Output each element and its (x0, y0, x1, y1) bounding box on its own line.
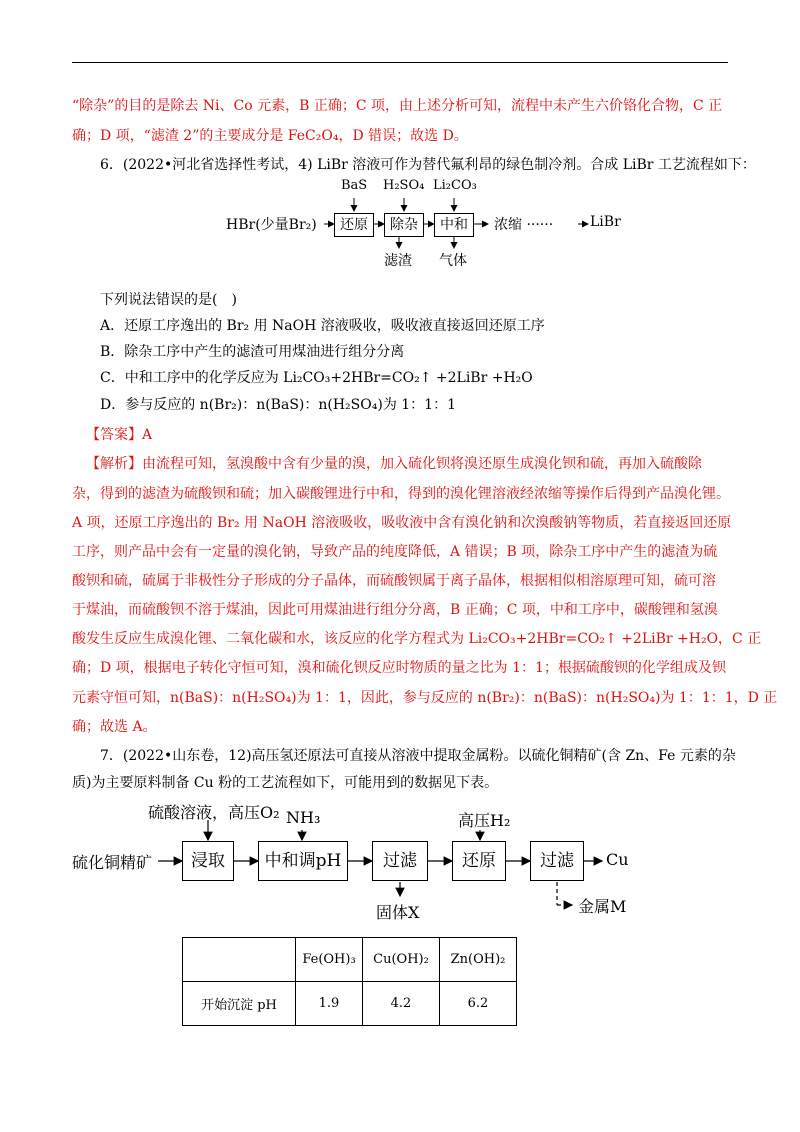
flow1-tail: 浓缩 ······ (494, 217, 554, 233)
flow1-reagent-bas: BaS (341, 178, 368, 193)
flow2-step-filter-1: 过滤 (372, 841, 428, 881)
precipitation-ph-table (182, 937, 517, 1026)
q6-analysis-line-1: 【解析】由流程可知，氢溴酸中含有少量的溴，加入硫化钡将溴还原生成溴化钡和硫，再加入硫酸除 (86, 456, 702, 472)
flow2-step-leach: 浸取 (182, 841, 234, 881)
flow1-step-reduce: 还原 (334, 213, 374, 237)
flow2-reagent-h2: 高压H₂ (458, 811, 511, 830)
flow2-step-neutralize-ph: 中和调pH (258, 841, 348, 881)
flow1-start: HBr(少量Br₂) (226, 217, 317, 233)
flow2-reagent-nh3: NH₃ (286, 808, 321, 827)
flow1-byproduct-gas: 气体 (439, 253, 467, 269)
q6-analysis-line-5: 酸钡和硫，硫属于非极性分子形成的分子晶体，而硫酸钡属于离子晶体，根据相似相溶原理可知，硫可溶 (72, 573, 716, 589)
q6-option-b: B．除杂工序中产生的滤渣可用煤油进行组分分离 (100, 344, 405, 360)
q6-answer: 【答案】A (86, 427, 153, 443)
table-row (183, 982, 517, 1026)
flow1-step-purify: 除杂 (384, 213, 424, 237)
q7-stem-line-2: 质)为主要原料制备 Cu 粉的工艺流程如下，可能用到的数据见下表。 (72, 775, 499, 791)
q6-analysis-line-3: A 项，还原工序逸出的 Br₂ 用 NaOH 溶液吸收，吸收液中含有溴化钠和次溴酸钠等物质，若直接返回还原 (72, 515, 732, 531)
flow2-byproduct-metal-m: 金属M (578, 897, 627, 916)
q7-stem-line-1: 7．(2022•山东卷，12)高压氢还原法可直接从溶液中提取金属粉。以硫化铜精矿(含 Zn、Fe 元素的杂 (100, 748, 736, 764)
table-cell: 4.2 (363, 982, 440, 1026)
table-header-cell: Fe(OH)₃ (296, 938, 363, 982)
q6-analysis-line-4: 工序，则产品中会有一定量的溴化钠，导致产品的纯度降低，A 错误；B 项，除杂工序中产生的滤渣为硫 (72, 544, 718, 560)
table-header-cell (183, 938, 296, 982)
flowchart-cu (72, 800, 692, 926)
table-header-cell: Cu(OH)₂ (363, 938, 440, 982)
flow1-reagent-li2co3: Li₂CO₃ (433, 178, 477, 193)
flow2-end: Cu (606, 850, 629, 869)
q6-analysis-line-2: 杂，得到的滤渣为硫酸钡和硫；加入碳酸锂进行中和，得到的溴化锂溶液经浓缩等操作后得到产品溴化锂。 (72, 486, 730, 502)
header-rule (72, 62, 728, 63)
q6-analysis-line-7: 酸发生反应生成溴化锂、二氧化碳和水，该反应的化学方程式为 Li₂CO₃+2HBr=CO₂↑ +2LiBr +H₂O，C 正 (72, 631, 762, 647)
q6-analysis-line-6: 于煤油，而硫酸钡不溶于煤油，因此可用煤油进行组分分离，B 正确；C 项，中和工序中，碳酸锂和氢溴 (72, 602, 718, 618)
q6-ask: 下列说法错误的是( ) (100, 292, 237, 308)
prev-analysis-line-2: 确；D 项，“滤渣 2”的主要成分是 FeC₂O₄，D 错误；故选 D。 (72, 128, 468, 144)
q6-analysis-line-10: 确；故选 A。 (72, 719, 157, 735)
prev-analysis-line-1: “除杂”的目的是除去 Ni、Co 元素，B 正确；C 项，由上述分析可知，流程中未产生六价铬化合物，C 正 (72, 98, 723, 114)
q6-option-c: C．中和工序中的化学反应为 Li₂CO₃+2HBr=CO₂↑ +2LiBr +H₂O (100, 370, 533, 386)
table-cell: 1.9 (296, 982, 363, 1026)
flow2-start: 硫化铜精矿 (72, 853, 153, 872)
flowchart-libr (226, 178, 626, 274)
flow2-byproduct-solid-x: 固体X (376, 903, 420, 922)
flow1-end: LiBr (590, 214, 621, 230)
table-header-row (183, 938, 517, 982)
flow2-step-reduce: 还原 (452, 841, 506, 881)
table-cell: 开始沉淀 pH (183, 982, 296, 1026)
q6-option-d: D．参与反应的 n(Br₂)：n(BaS)：n(H₂SO₄)为 1：1：1 (100, 397, 456, 413)
flow2-reagent-acid-o2: 硫酸溶液，高压O₂ (148, 803, 280, 822)
flow1-reagent-h2so4: H₂SO₄ (383, 178, 425, 193)
q6-stem: 6．(2022•河北省选择性考试，4) LiBr 溶液可作为替代氟利昂的绿色制冷剂。合成 LiBr 工艺流程如下： (100, 157, 756, 173)
q6-option-a: A．还原工序逸出的 Br₂ 用 NaOH 溶液吸收，吸收液直接返回还原工序 (100, 318, 545, 334)
q6-analysis-line-9: 元素守恒可知，n(BaS)：n(H₂SO₄)为 1：1，因此，参与反应的 n(Br₂)：n(BaS)：n(H₂SO₄)为 1：1：1，D 正 (72, 690, 778, 706)
table-header-cell: Zn(OH)₂ (440, 938, 517, 982)
q6-analysis-line-8: 确；D 项，根据电子转化守恒可知，溴和硫化钡反应时物质的量之比为 1：1；根据硫酸钡的化学组成及钡 (72, 660, 726, 676)
flow1-byproduct-residue: 滤渣 (384, 253, 412, 269)
flow1-step-neutralize: 中和 (434, 213, 474, 237)
flow2-step-filter-2: 过滤 (530, 841, 584, 881)
table-cell: 6.2 (440, 982, 517, 1026)
